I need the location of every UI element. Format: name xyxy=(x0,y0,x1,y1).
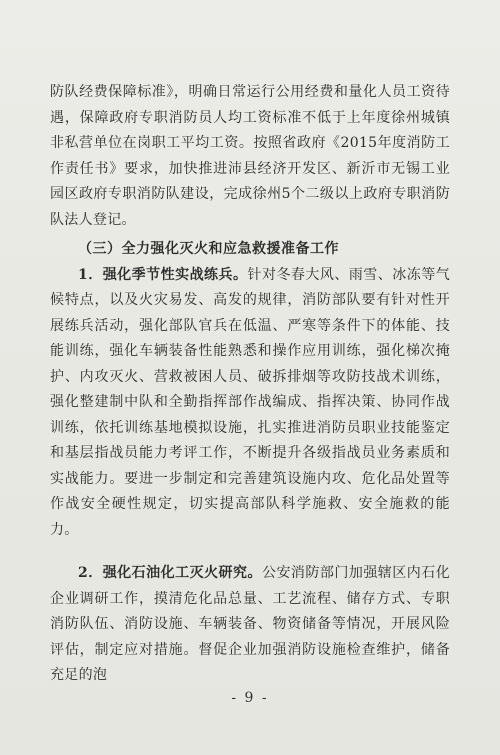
list-item-2-title: 2．强化石油化工灭火研究。 xyxy=(78,565,262,581)
spacer xyxy=(50,543,450,561)
list-item-1-body: 针对冬春大风、雨雪、冰冻等气候特点，以及火灾易发、高发的规律，消防部队要有针对性开展练兵活动，强化部队官兵在低温、严寒等条件下的体能、技能训练，强化车辆装备性能熟悉和操作应用训练，强化梯次掩护、内攻灭火、营救被困人员、破拆排烟等攻防技战术训练，强化整建制中队和全勤指挥部作战编成、指挥决策、协同作战训练，依托训练基地模拟设施，扎实推进消防员职业技能鉴定和基层指战员能力考评工作，不断提升各级指战员业务素质和实战能力。要进一步制定和完善建筑设施内攻、危化品处置等作战安全硬性规定，切实提高部队科学施救、安全施救的能力。 xyxy=(50,266,450,538)
document-body xyxy=(50,80,450,689)
page-number: - 9 - xyxy=(231,690,269,706)
section-heading: （三）全力强化灭火和应急救援准备工作 xyxy=(78,241,339,257)
list-item-1 xyxy=(50,263,450,544)
paragraph-continuation: 防队经费保障标准》，明确日常运行公用经费和量化人员工资待遇，保障政府专职消防员人均工资标准不低于上年度徐州城镇非私营单位在岗职工平均工资。按照省政府《2015年度消防工作责任书》要求，加快推进沛县经济开发区、新沂市无锡工业园区政府专职消防队建设，完成徐州5个二级以上政府专职消防队法人登记。 xyxy=(50,84,450,228)
list-item-2-body: 公安消防部门加强辖区内石化企业调研工作，摸清危化品总量、工艺流程、储存方式、专职消防队伍、消防设施、车辆装备、物资储备等情况，开展风险评估，制定应对措施。督促企业加强消防设施检查维护，储备充足的泡 xyxy=(50,565,451,683)
list-item-1-title: 1．强化季节性实战练兵。 xyxy=(78,266,248,283)
list-item-2 xyxy=(50,561,450,689)
